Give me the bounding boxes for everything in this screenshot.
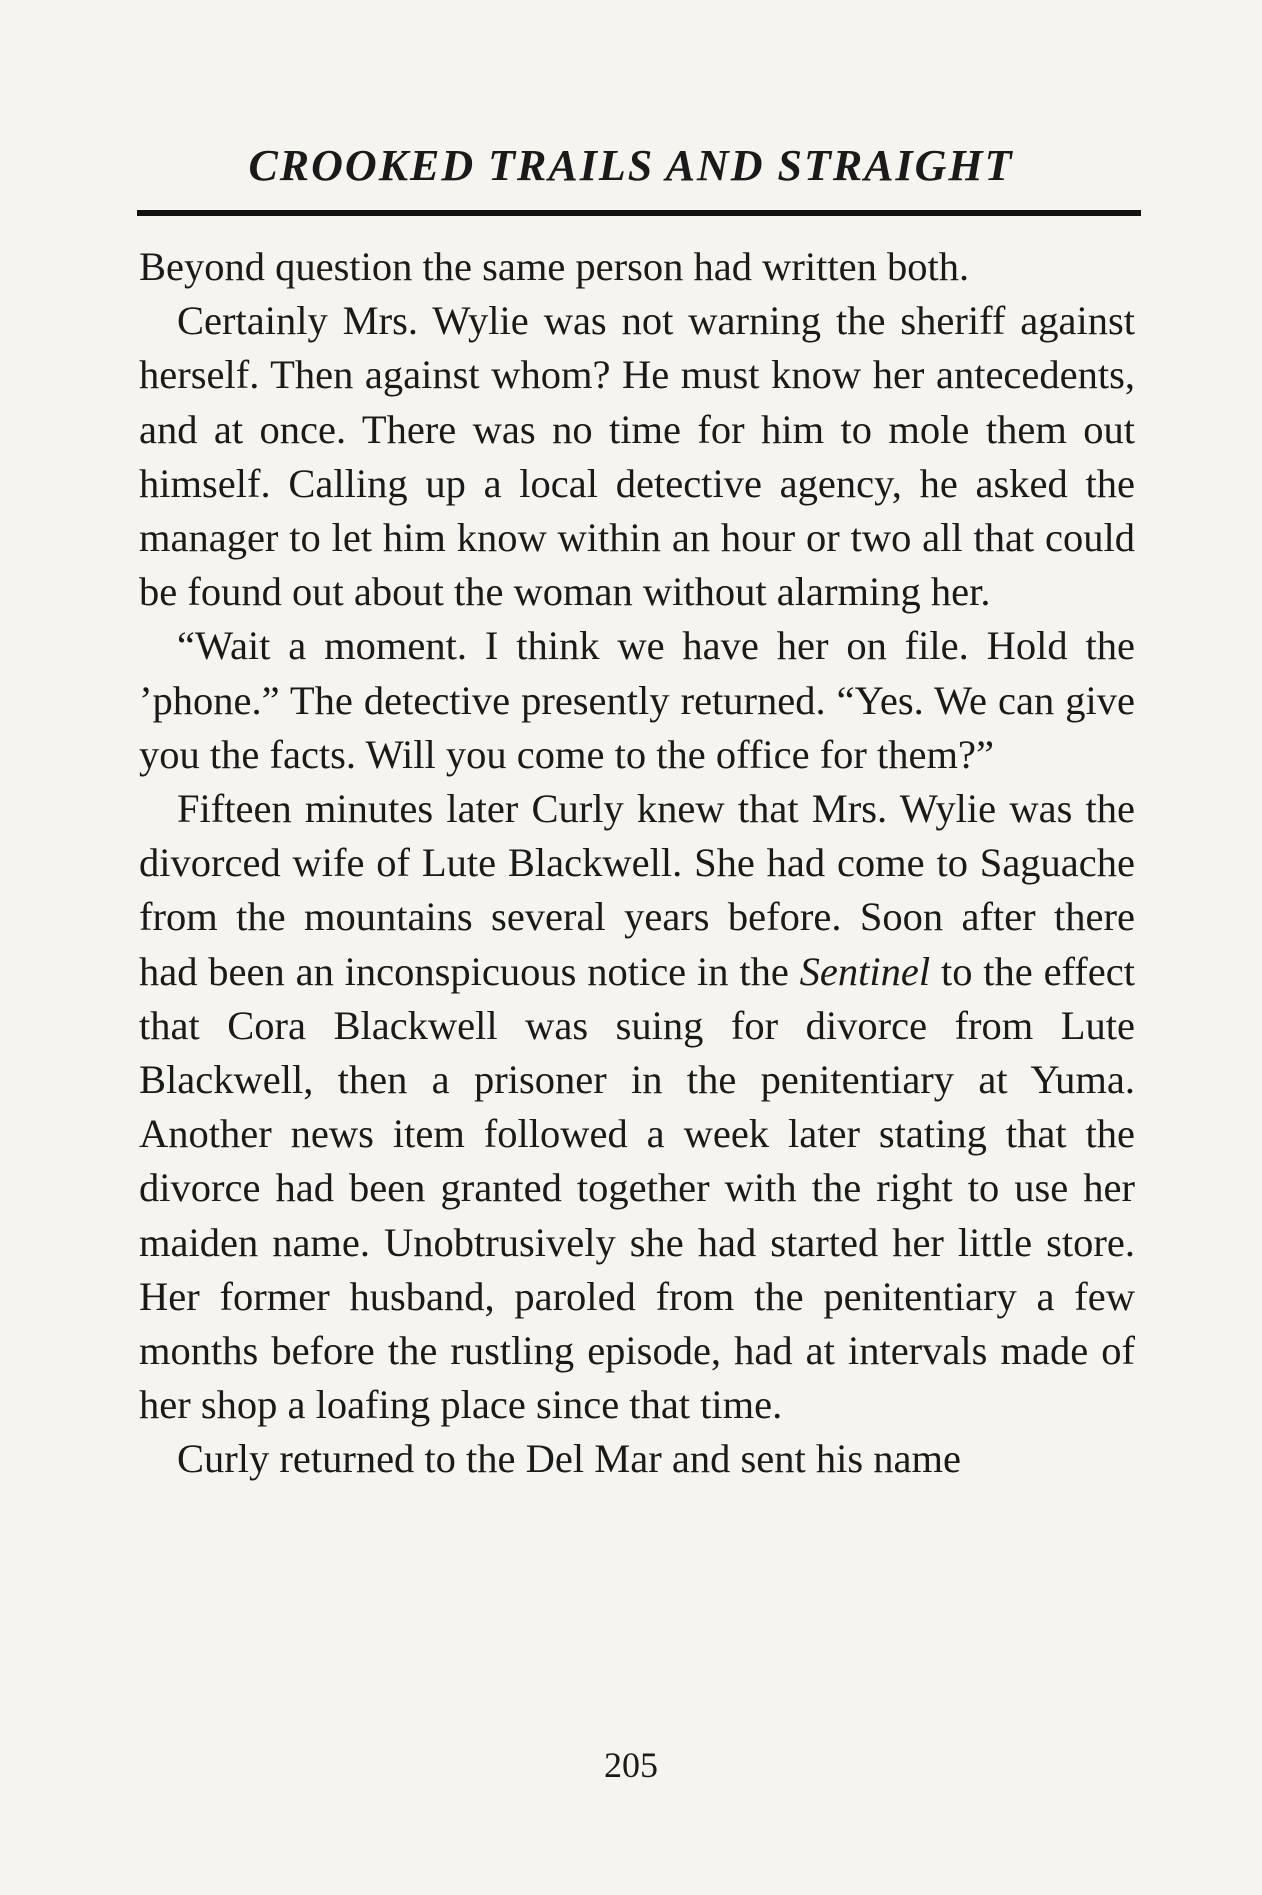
page-number: 205	[604, 1745, 658, 1785]
newspaper-title: Sentinel	[799, 948, 931, 994]
paragraph-text: to the effect that Cora Blackwell was suing for divorce from Lute Blackwell, then a prisoner in the penitentiary at Yuma. Another news item followed a week later stating that the divorce had been granted together with the right to use her maiden name. Unobtrusively she had started her little store. Her former husband, paroled from the penitentiary a few months before the rustling episode, had at intervals made of her shop a loafing place since that time.	[139, 948, 1136, 1428]
paragraph-text: Fifteen minutes later Curly knew that Mrs. Wylie was the divorced wife of Lute Blackwell. She had come to Saguache from the mountains several years before. Soon after there had been an inconspicuous notice in the	[139, 786, 1135, 994]
paragraph: “Wait a moment. I think we have her on file. Hold the ’phone.” The detective presently returned. “Yes. We can give you the facts. Will you come to the office for them?”	[139, 623, 1135, 777]
paragraph: Certainly Mrs. Wylie was not warning the sheriff against herself. Then against whom? He must know her antecedents, and at once. There was no time for him to mole them out himself. Calling up a local detective agency, he asked the manager to let him know within an hour or two all that could be found out about the woman without alarming her.	[139, 298, 1135, 615]
paragraph: Curly returned to the Del Mar and sent his name	[177, 1436, 961, 1482]
paragraph: Beyond question the same person had written both.	[139, 244, 970, 289]
running-head: CROOKED TRAILS AND STRAIGHT	[248, 141, 1014, 190]
body-text	[139, 240, 1135, 1487]
paragraph	[139, 782, 1135, 1432]
header-rule	[137, 210, 1141, 216]
